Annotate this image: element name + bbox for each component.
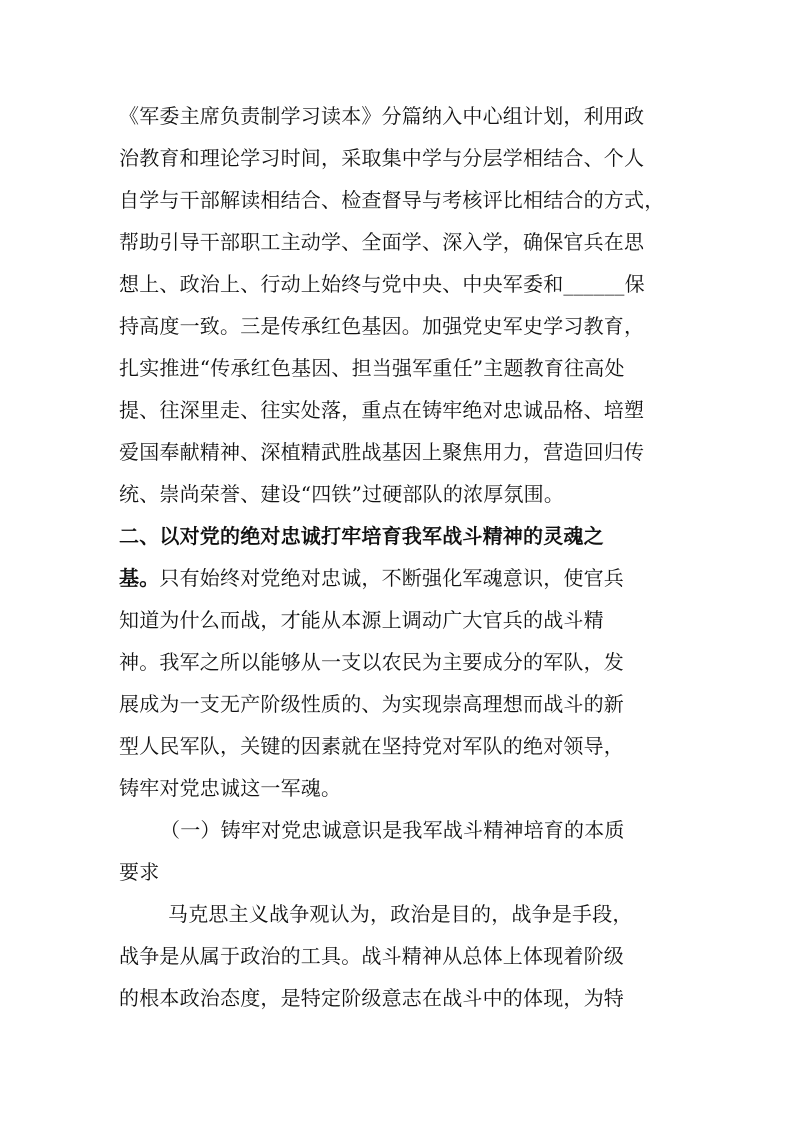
body-line-14: 型人民军队，关键的因素就在坚持党对军队的绝对领导， xyxy=(119,734,624,758)
body-line-5: 想上、政治上、行动上始终与党中央、中央军委和______保 xyxy=(119,272,645,296)
body-line-13: 展成为一支无产阶级性质的、为实现崇高理想而战斗的新 xyxy=(119,692,624,716)
section-heading-continuation xyxy=(119,564,624,592)
section-heading: 二、以对党的绝对忠诚打牢培育我军战斗精神的灵魂之 xyxy=(119,524,604,548)
body-line-2: 治教育和理论学习时间，采取集中学与分层学相结合、个人 xyxy=(119,146,645,170)
body-line-9: 爱国奉献精神、深植精武胜战基因上聚焦用力，营造回归传 xyxy=(119,440,645,464)
subheading-continuation: 要求 xyxy=(119,860,160,884)
body-line-17: 的根本政治态度，是特定阶级意志在战斗中的体现，为特 xyxy=(119,986,624,1010)
section-heading-end: 基。 xyxy=(119,566,160,590)
section-body-start: 只有始终对党绝对忠诚，不断强化军魂意识，使官兵 xyxy=(159,566,625,590)
body-line-7: 扎实推进“传承红色基因、担当强军重任”主题教育往高处 xyxy=(119,356,625,380)
body-line-12: 神。我军之所以能够从一支以农民为主要成分的军队，发 xyxy=(119,650,624,674)
body-line-10: 统、崇尚荣誉、建设“四铁”过硬部队的浓厚氛围。 xyxy=(119,482,565,506)
body-line-4: 帮助引导干部职工主动学、全面学、深入学，确保官兵在思 xyxy=(119,230,645,254)
body-line-15: 铸牢对党忠诚这一军魂。 xyxy=(119,776,342,800)
body-line-8: 提、往深里走、往实处落，重点在铸牢绝对忠诚品格、培塑 xyxy=(119,398,645,422)
paragraph-first-line: 马克思主义战争观认为，政治是目的，战争是手段， xyxy=(168,902,633,926)
body-line-16: 战争是从属于政治的工具。战斗精神从总体上体现着阶级 xyxy=(119,944,624,968)
subheading: （一）铸牢对党忠诚意识是我军战斗精神培育的本质 xyxy=(160,818,625,842)
body-line-6: 持高度一致。三是传承红色基因。加强党史军史学习教育， xyxy=(119,314,645,338)
body-line-3: 自学与干部解读相结合、检查督导与考核评比相结合的方式， xyxy=(119,188,665,212)
body-line-1: 《军委主席负责制学习读本》分篇纳入中心组计划，利用政 xyxy=(119,104,645,128)
body-line-11: 知道为什么而战，才能从本源上调动广大官兵的战斗精 xyxy=(119,608,604,632)
